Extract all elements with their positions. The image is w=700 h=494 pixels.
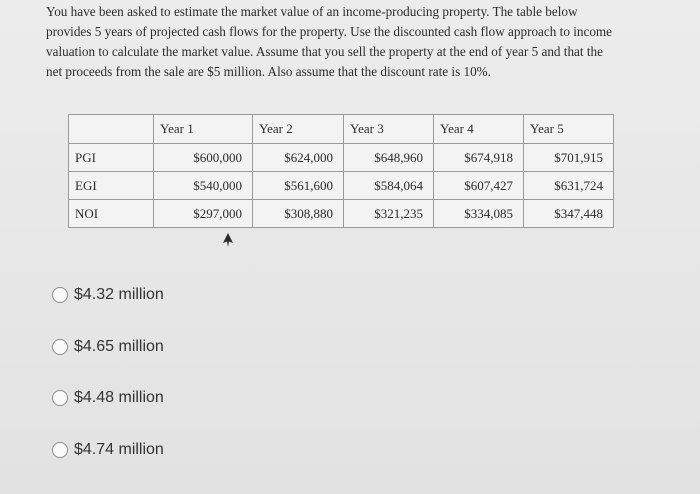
answer-option[interactable]	[52, 441, 164, 459]
table-header-cell: Year 2	[253, 115, 344, 144]
answer-option-label: $4.32 million	[74, 286, 164, 303]
table-row	[69, 144, 614, 172]
row-label: PGI	[69, 144, 154, 172]
radio-button[interactable]	[52, 390, 68, 406]
answer-option-label: $4.74 million	[74, 441, 164, 458]
table-cell: $600,000	[154, 144, 253, 172]
table-cell: $631,724	[524, 172, 614, 200]
radio-button[interactable]	[52, 287, 68, 303]
row-label: EGI	[69, 172, 154, 200]
table-cell: $334,085	[434, 200, 524, 228]
table-cell: $297,000	[154, 200, 253, 228]
question-text	[46, 2, 686, 82]
question-line: provides 5 years of projected cash flows for the property. Use the discounted cash flow approach to income	[46, 24, 613, 39]
question-line: valuation to calculate the market value. Assume that you sell the property at the end of year 5 and that the	[46, 44, 603, 59]
table-header-row	[69, 115, 614, 144]
table-cell: $624,000	[253, 144, 344, 172]
table-cell: $321,235	[344, 200, 434, 228]
table-row	[69, 200, 614, 228]
radio-button[interactable]	[52, 339, 68, 355]
table-row	[69, 172, 614, 200]
table-cell: $561,600	[253, 172, 344, 200]
answer-option[interactable]	[52, 389, 164, 407]
table-cell: $540,000	[154, 172, 253, 200]
table-cell: $701,915	[524, 144, 614, 172]
table-header-cell: Year 5	[524, 115, 614, 144]
question-line: You have been asked to estimate the market value of an income-producing property. The table below	[46, 4, 578, 19]
table-cell: $347,448	[524, 200, 614, 228]
answer-option-label: $4.48 million	[74, 389, 164, 406]
question-line: net proceeds from the sale are $5 million. Also assume that the discount rate is 10%.	[46, 64, 491, 79]
answer-option[interactable]	[52, 338, 164, 356]
table-header-cell: Year 1	[154, 115, 253, 144]
table-cell: $648,960	[344, 144, 434, 172]
radio-button[interactable]	[52, 442, 68, 458]
answer-option[interactable]	[52, 286, 164, 304]
table-cell: $607,427	[434, 172, 524, 200]
table-cell: $674,918	[434, 144, 524, 172]
table-cell: $584,064	[344, 172, 434, 200]
table-header-cell: Year 4	[434, 115, 524, 144]
table-header-cell	[69, 115, 154, 144]
cash-flow-table	[68, 114, 614, 228]
mouse-cursor-icon	[222, 233, 234, 247]
row-label: NOI	[69, 200, 154, 228]
answer-option-label: $4.65 million	[74, 338, 164, 355]
table-header-cell: Year 3	[344, 115, 434, 144]
table-cell: $308,880	[253, 200, 344, 228]
